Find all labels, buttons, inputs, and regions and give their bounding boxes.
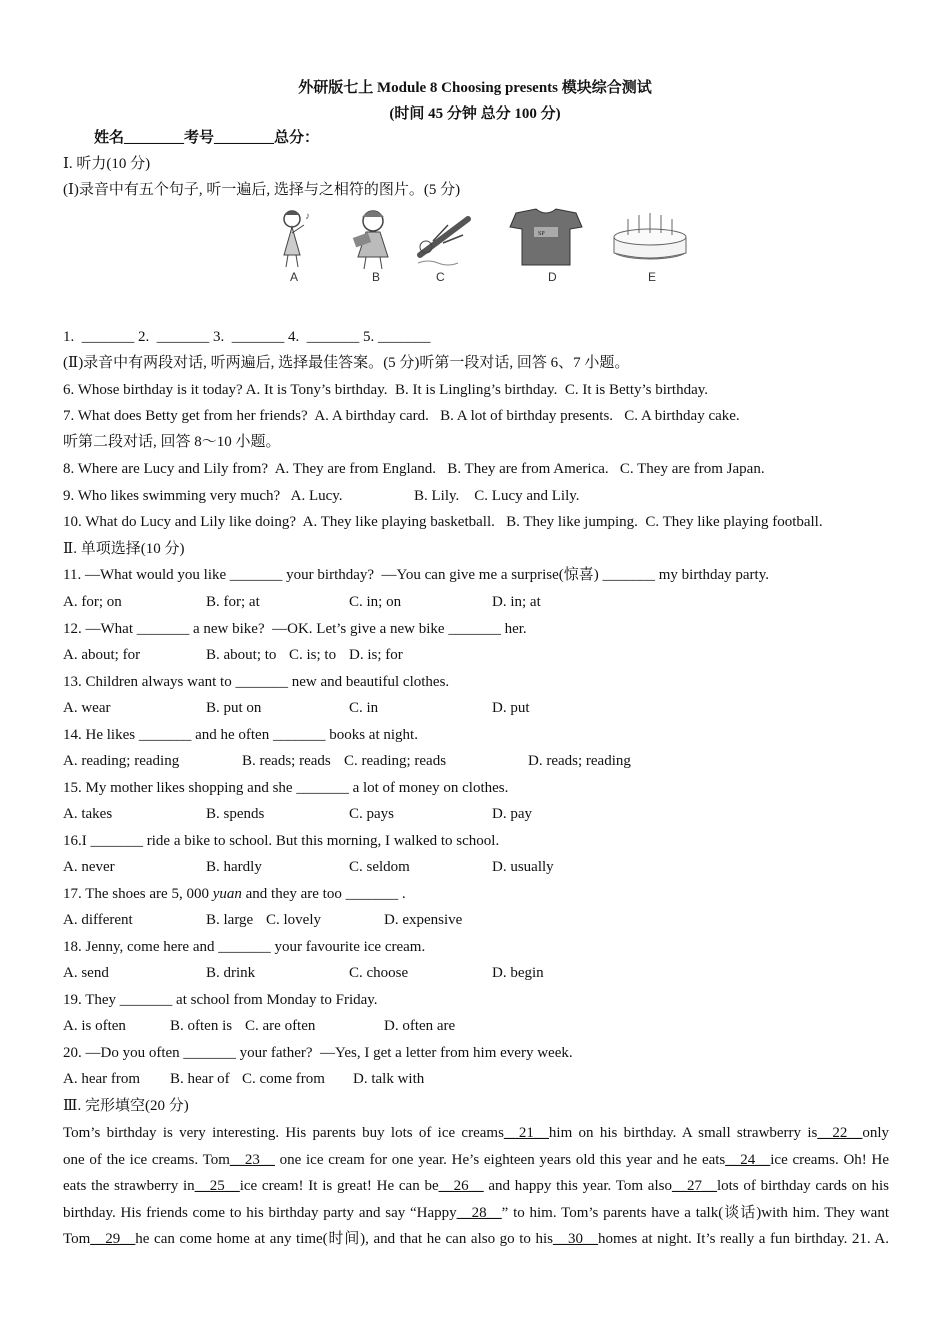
question-11-stem: 11. —What would you like _______ your birthday? —You can give me a surprise(惊喜) _______ my birthday party. [63, 567, 769, 583]
question-8: 8. Where are Lucy and Lily from? A. They are from England. B. They are from America. C. They are from Japan. [63, 461, 765, 477]
question-20-option-a: A. hear from [63, 1071, 141, 1087]
question-12-option-b: B. about; to [206, 647, 277, 663]
question-12-option-a: A. about; for [63, 647, 141, 663]
question-16-stem: 16.I _______ ride a bike to school. But this morning, I walked to school. [63, 833, 500, 849]
question-9-stem: 9. Who likes swimming very much? A. Lucy. [63, 488, 343, 504]
svg-text:♪: ♪ [305, 211, 310, 222]
question-17-stem [63, 885, 406, 903]
question-7: 7. What does Betty get from her friends? A. A birthday card. B. A lot of birthday presents. C. A birthday cake. [63, 408, 740, 424]
question-13-option-c: C. in [349, 700, 379, 716]
question-17-option-c: C. lovely [266, 912, 321, 928]
question-12-stem: 12. —What _______ a new bike? —OK. Let’s give a new bike _______ her. [63, 621, 527, 637]
cloze-blank-21: __21__ [503, 1125, 549, 1141]
question-11-option-b: B. for; at [206, 594, 260, 610]
student-info-line: 姓名________考号________总分： [94, 130, 320, 146]
cloze-blank-28: __28__ [456, 1205, 502, 1221]
question-13-option-b: B. put on [206, 700, 262, 716]
question-19-stem: 19. They _______ at school from Monday to Friday. [63, 992, 378, 1008]
question-14-stem: 14. He likes _______ and he often _______ books at night. [63, 727, 418, 743]
question-11-option-d: D. in; at [492, 594, 541, 610]
cloze-text: Tom’s birthday is very interesting. His parents buy lots of ice creams [63, 1125, 504, 1141]
question-18-option-d: D. begin [492, 965, 544, 981]
cloze-text: only [862, 1125, 890, 1141]
picture-c-person-swimming [418, 219, 468, 265]
cloze-blank-25: __25__ [194, 1178, 240, 1194]
cloze-line-4 [63, 1204, 889, 1222]
cloze-blank-29: __29__ [90, 1231, 136, 1247]
question-17-option-b: B. large [206, 912, 254, 928]
question-19-option-b: B. often is [170, 1018, 233, 1034]
cloze-text: Tom [63, 1231, 91, 1247]
question-17-stem-yuan: yuan [212, 886, 242, 902]
question-17-stem-end: and they are too _______ . [241, 886, 406, 902]
cloze-line-3 [63, 1177, 889, 1195]
document-title: 外研版七上 Module 8 Choosing presents 模块综合测试 [298, 80, 652, 96]
question-16-option-d: D. usually [492, 859, 554, 875]
picture-b-girl-reading [353, 211, 388, 269]
section-3-heading: Ⅲ. 完形填空(20 分) [63, 1098, 189, 1114]
question-15-option-b: B. spends [206, 806, 265, 822]
cloze-text: homes at night. It’s really a fun birthday. 21. A. [598, 1231, 890, 1247]
section-1-heading: Ⅰ. 听力(10 分) [63, 156, 151, 172]
question-20-option-b: B. hear of [170, 1071, 230, 1087]
question-11-option-a: A. for; on [63, 594, 122, 610]
question-14-option-a: A. reading; reading [63, 753, 180, 769]
section-1-instruction-1: (Ⅰ)录音中有五个句子, 听一遍后, 选择与之相符的图片。(5 分) [63, 182, 461, 198]
question-19-option-d: D. often are [384, 1018, 456, 1034]
question-6: 6. Whose birthday is it today? A. It is Tony’s birthday. B. It is Lingling’s birthday. C. It is Betty’s birthday. [63, 382, 709, 398]
picture-e-birthday-cake [614, 213, 686, 259]
question-18-stem: 18. Jenny, come here and _______ your favourite ice cream. [63, 939, 426, 955]
question-13-stem: 13. Children always want to _______ new and beautiful clothes. [63, 674, 450, 690]
picture-label-e: E [648, 270, 657, 284]
question-10: 10. What do Lucy and Lily like doing? A. They like playing basketball. B. They like jumping. C. They like playing football. [63, 514, 823, 530]
document-subtitle: (时间 45 分钟 总分 100 分) [389, 106, 561, 122]
picture-label-d: D [548, 270, 557, 284]
question-15-option-c: C. pays [349, 806, 394, 822]
question-12-option-d: D. is; for [349, 647, 403, 663]
question-15-option-d: D. pay [492, 806, 532, 822]
cloze-blank-26: __26__ [438, 1178, 484, 1194]
question-18-option-b: B. drink [206, 965, 256, 981]
question-20-option-d: D. talk with [353, 1071, 425, 1087]
picture-d-t-shirt [510, 209, 582, 265]
cloze-text: ” to him. Tom’s parents have a talk(谈话)with him. They want [501, 1205, 889, 1221]
section-1-instruction-3: 听第二段对话, 回答 8～10 小题。 [63, 434, 281, 450]
cloze-text: lots of birthday cards on his [716, 1178, 889, 1194]
cloze-blank-30: __30__ [553, 1231, 598, 1247]
question-11-option-c: C. in; on [349, 594, 402, 610]
question-14-option-b: B. reads; reads [242, 753, 331, 769]
cloze-text: birthday. His friends come to his birthday party and say “Happy [63, 1205, 457, 1221]
cloze-blank-27: __27__ [671, 1178, 717, 1194]
cloze-text: ice cream! It is great! He can be [239, 1178, 439, 1194]
picture-answer-line: 1. _______ 2. _______ 3. _______ 4. _______ 5. _______ [63, 329, 431, 345]
picture-label-b: B [372, 270, 381, 284]
question-20-stem: 20. —Do you often _______ your father? —Yes, I get a letter from him every week. [63, 1045, 573, 1061]
question-14-option-c: C. reading; reads [344, 753, 447, 769]
listening-pictures [258, 205, 698, 285]
question-16-option-a: A. never [63, 859, 115, 875]
question-18-option-c: C. choose [349, 965, 409, 981]
question-15-option-a: A. takes [63, 806, 113, 822]
cloze-text: and happy this year. Tom also [483, 1178, 672, 1194]
cloze-line-5 [63, 1230, 889, 1248]
question-16-option-b: B. hardly [206, 859, 262, 875]
question-17-option-a: A. different [63, 912, 133, 928]
question-19-option-c: C. are often [245, 1018, 316, 1034]
question-16-option-c: C. seldom [349, 859, 410, 875]
cloze-text: ice creams. Oh! He [770, 1152, 889, 1168]
question-13-option-a: A. wear [63, 700, 111, 716]
svg-text:SP: SP [538, 231, 545, 237]
question-9-options: B. Lily. C. Lucy and Lily. [414, 488, 580, 504]
question-14-option-d: D. reads; reading [528, 753, 631, 769]
question-18-option-a: A. send [63, 965, 109, 981]
section-2-heading: Ⅱ. 单项选择(10 分) [63, 541, 185, 557]
question-17-stem-start: 17. The shoes are 5, 000 [63, 886, 213, 902]
cloze-blank-22: __22__ [817, 1125, 863, 1141]
cloze-text: him on his birthday. A small strawberry is [548, 1125, 818, 1141]
cloze-blank-23: __23__ [229, 1152, 275, 1168]
cloze-text: he can come home at any time(时间), and that he can also go to his [135, 1231, 553, 1247]
cloze-line-1 [63, 1124, 889, 1142]
cloze-text: eats the strawberry in [63, 1178, 195, 1194]
question-17-option-d: D. expensive [384, 912, 463, 928]
section-1-instruction-2: (Ⅱ)录音中有两段对话, 听两遍后, 选择最佳答案。(5 分)听第一段对话, 回答 6、7 小题。 [63, 355, 630, 371]
picture-a-girl-singing [284, 211, 310, 267]
question-15-stem: 15. My mother likes shopping and she _______ a lot of money on clothes. [63, 780, 509, 796]
picture-label-a: A [290, 270, 299, 284]
cloze-text: one of the ice creams. Tom [63, 1152, 230, 1168]
cloze-text: one ice cream for one year. He’s eighteen years old this year and he eats [274, 1152, 726, 1168]
question-20-option-c: C. come from [242, 1071, 325, 1087]
question-13-option-d: D. put [492, 700, 530, 716]
cloze-blank-24: __24__ [725, 1152, 771, 1168]
question-12-option-c: C. is; to [289, 647, 337, 663]
picture-label-c: C [436, 270, 445, 284]
cloze-line-2 [63, 1151, 889, 1169]
question-19-option-a: A. is often [63, 1018, 126, 1034]
